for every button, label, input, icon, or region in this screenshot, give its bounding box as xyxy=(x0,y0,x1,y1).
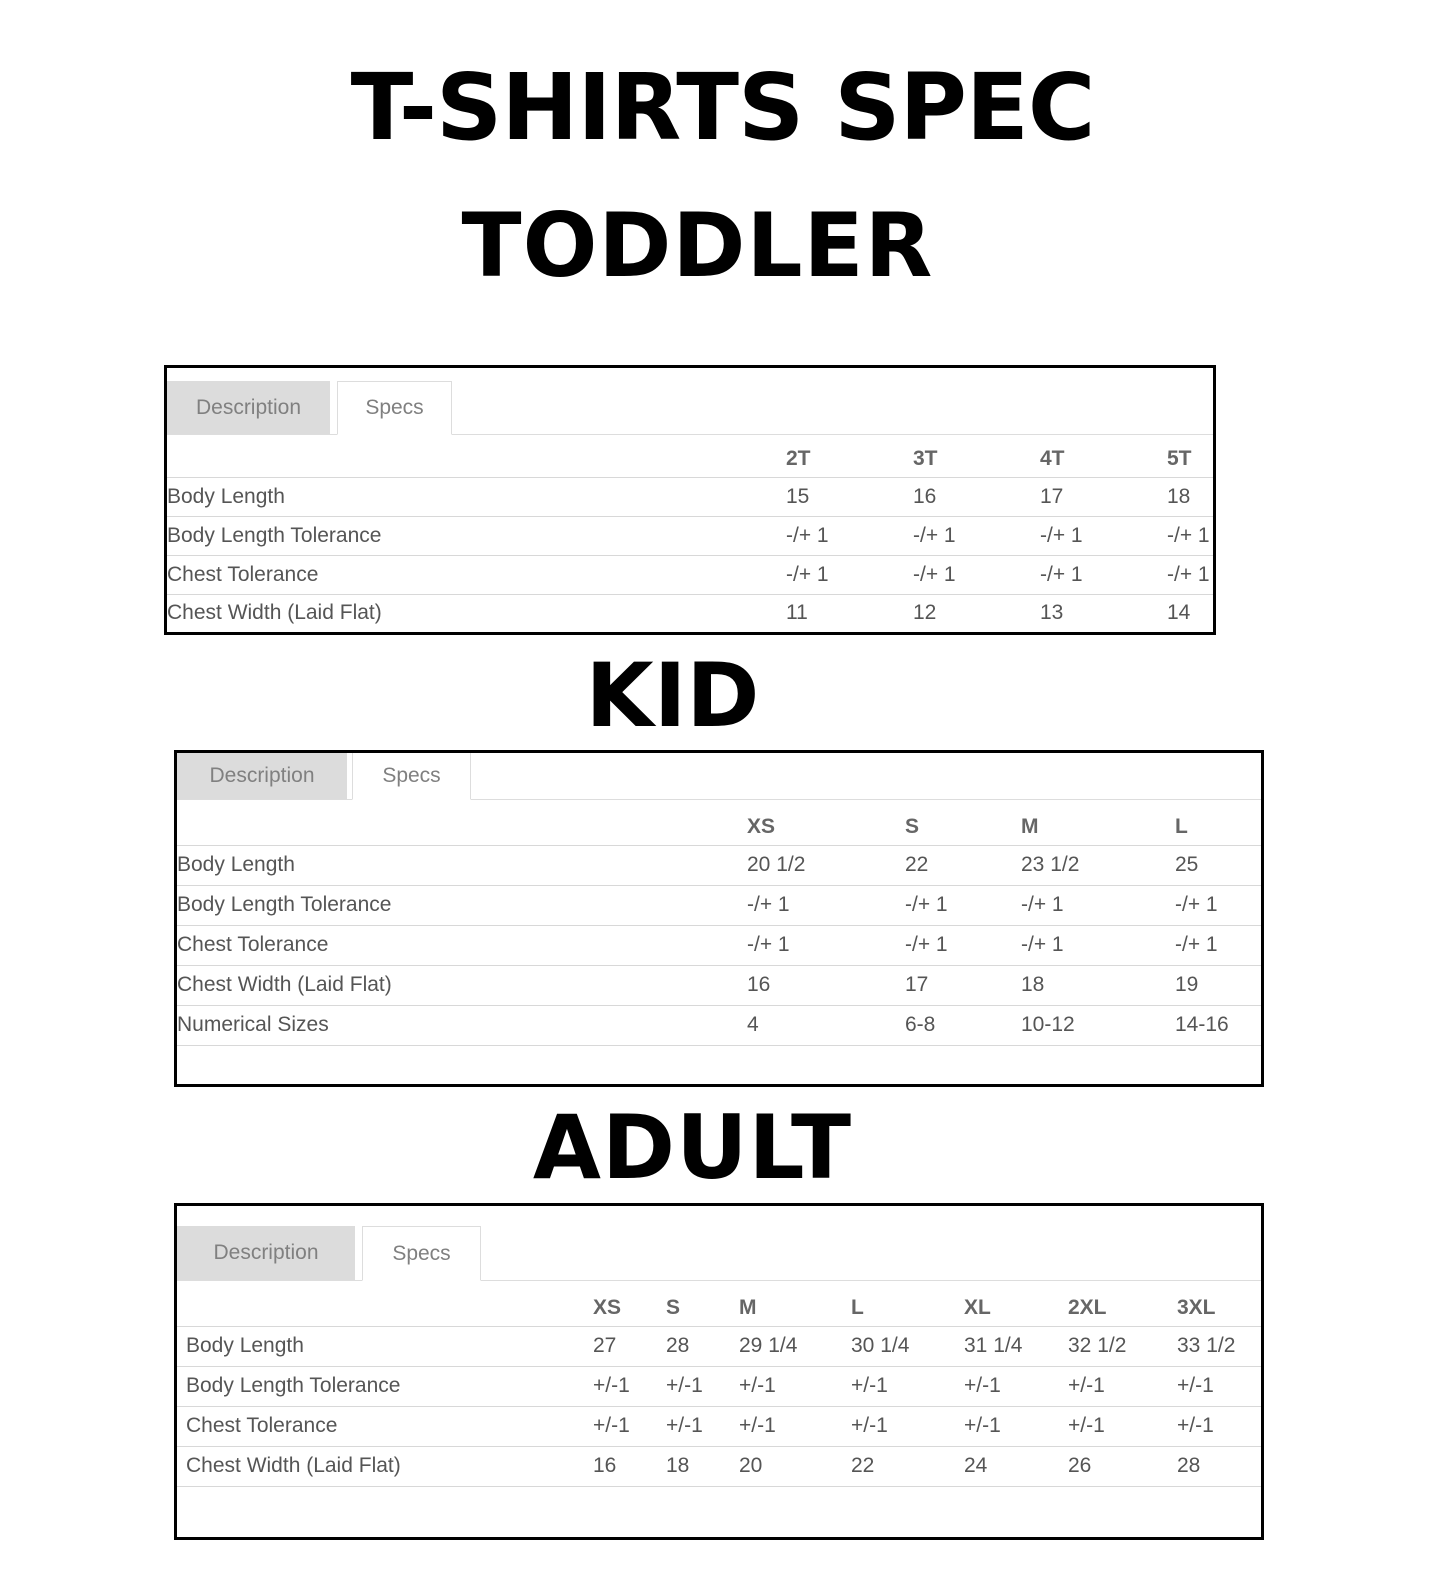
cell-value: +/-1 xyxy=(1177,1374,1214,1397)
cell-value: 25 xyxy=(1175,853,1199,876)
row-label: Chest Tolerance xyxy=(186,1414,338,1437)
cell-value: -/+ 1 xyxy=(1040,562,1083,586)
table-row xyxy=(177,1446,1261,1486)
cell-value: +/-1 xyxy=(1068,1374,1105,1397)
row-label: Chest Width (Laid Flat) xyxy=(186,1454,401,1477)
adult-heading: ADULT xyxy=(532,1096,853,1199)
label-header xyxy=(177,809,747,845)
tab-description[interactable]: Description xyxy=(177,1226,355,1280)
row-label: Chest Width (Laid Flat) xyxy=(177,973,392,996)
cell-value: 20 1/2 xyxy=(747,853,806,876)
cell-value: +/-1 xyxy=(1068,1414,1105,1437)
toddler-spec-table xyxy=(167,442,1213,632)
tab-bar xyxy=(167,368,1213,435)
adult-spec-panel xyxy=(174,1203,1264,1540)
cell-value: 16 xyxy=(593,1454,617,1477)
cell-value: 33 1/2 xyxy=(1177,1334,1236,1357)
cell-value: 10-12 xyxy=(1021,1013,1075,1036)
cell-value: 16 xyxy=(747,973,771,996)
kid-spec-table xyxy=(177,809,1261,1046)
size-header: XS xyxy=(593,1295,622,1319)
cell-value: 30 1/4 xyxy=(851,1334,910,1357)
table-row xyxy=(167,555,1213,594)
size-header: M xyxy=(739,1295,757,1319)
table-row xyxy=(167,477,1213,516)
size-header: M xyxy=(1021,814,1039,838)
cell-value: +/-1 xyxy=(666,1374,703,1397)
kid-heading: KID xyxy=(585,644,760,747)
cell-value: -/+ 1 xyxy=(1040,523,1083,547)
row-label: Body Length xyxy=(177,853,295,876)
row-label: Body Length Tolerance xyxy=(177,893,392,916)
header-row xyxy=(177,1290,1261,1326)
table-row xyxy=(177,1366,1261,1406)
cell-value: +/-1 xyxy=(593,1414,630,1437)
row-label: Numerical Sizes xyxy=(177,1013,329,1036)
cell-value: 29 1/4 xyxy=(739,1334,798,1357)
size-header: S xyxy=(905,814,920,838)
tab-description[interactable]: Description xyxy=(177,753,347,799)
cell-value: 18 xyxy=(666,1454,690,1477)
cell-value: +/-1 xyxy=(1177,1414,1214,1437)
row-label: Body Length Tolerance xyxy=(167,523,382,547)
cell-value: 31 1/4 xyxy=(964,1334,1023,1357)
cell-value: 16 xyxy=(913,484,937,508)
size-header: XS xyxy=(747,814,776,838)
size-header: L xyxy=(851,1295,864,1319)
cell-value: -/+ 1 xyxy=(1167,523,1210,547)
cell-value: +/-1 xyxy=(851,1374,888,1397)
row-label: Chest Width (Laid Flat) xyxy=(167,601,382,625)
cell-value: -/+ 1 xyxy=(747,893,790,916)
cell-value: 22 xyxy=(851,1454,875,1477)
cell-value: 4 xyxy=(747,1013,759,1036)
cell-value: +/-1 xyxy=(739,1374,776,1397)
cell-value: 28 xyxy=(666,1334,690,1357)
cell-value: 12 xyxy=(913,601,937,625)
header-row xyxy=(177,809,1261,845)
tab-bar xyxy=(177,753,1261,800)
table-row xyxy=(167,594,1213,632)
size-header: 5T xyxy=(1167,447,1192,471)
cell-value: 17 xyxy=(1040,484,1064,508)
label-header xyxy=(177,1290,593,1326)
size-header: 3XL xyxy=(1177,1295,1216,1319)
cell-value: 32 1/2 xyxy=(1068,1334,1127,1357)
cell-value: 24 xyxy=(964,1454,988,1477)
label-header xyxy=(167,442,786,477)
cell-value: 17 xyxy=(905,973,929,996)
adult-spec-table xyxy=(177,1290,1261,1487)
cell-value: 18 xyxy=(1021,973,1045,996)
cell-value: 27 xyxy=(593,1334,617,1357)
cell-value: +/-1 xyxy=(739,1414,776,1437)
cell-value: +/-1 xyxy=(851,1414,888,1437)
page-title: T-SHIRTS SPEC xyxy=(350,54,1095,161)
cell-value: +/-1 xyxy=(964,1374,1001,1397)
tab-specs[interactable]: Specs xyxy=(362,1226,481,1281)
table-row xyxy=(177,925,1261,965)
cell-value: -/+ 1 xyxy=(786,562,829,586)
table-row xyxy=(177,1406,1261,1446)
cell-value: 15 xyxy=(786,484,810,508)
tab-description[interactable]: Description xyxy=(167,381,330,434)
cell-value: -/+ 1 xyxy=(1021,893,1064,916)
size-header: L xyxy=(1175,814,1188,838)
table-row xyxy=(177,1326,1261,1366)
size-header: S xyxy=(666,1295,681,1319)
size-header: 2T xyxy=(786,447,811,471)
kid-spec-panel xyxy=(174,750,1264,1087)
cell-value: +/-1 xyxy=(964,1414,1001,1437)
cell-value: 18 xyxy=(1167,484,1191,508)
size-header: 3T xyxy=(913,447,938,471)
cell-value: 23 1/2 xyxy=(1021,853,1080,876)
header-row xyxy=(167,442,1213,477)
table-row xyxy=(177,965,1261,1005)
cell-value: 28 xyxy=(1177,1454,1201,1477)
cell-value: 11 xyxy=(786,601,808,625)
cell-value: 19 xyxy=(1175,973,1199,996)
size-header: 4T xyxy=(1040,447,1065,471)
cell-value: -/+ 1 xyxy=(1167,562,1210,586)
cell-value: 6-8 xyxy=(905,1013,936,1036)
cell-value: 14-16 xyxy=(1175,1013,1229,1036)
cell-value: -/+ 1 xyxy=(1175,933,1218,956)
row-label: Body Length xyxy=(186,1334,304,1357)
cell-value: -/+ 1 xyxy=(786,523,829,547)
table-row xyxy=(167,516,1213,555)
cell-value: -/+ 1 xyxy=(747,933,790,956)
row-label: Chest Tolerance xyxy=(167,562,319,586)
toddler-spec-panel xyxy=(164,365,1216,635)
cell-value: -/+ 1 xyxy=(913,523,956,547)
size-header: XL xyxy=(964,1295,991,1319)
cell-value: +/-1 xyxy=(666,1414,703,1437)
toddler-heading: TODDLER xyxy=(461,194,934,297)
tab-bar xyxy=(177,1206,1261,1281)
table-row xyxy=(177,885,1261,925)
table-row xyxy=(177,1005,1261,1045)
row-label: Body Length xyxy=(167,484,285,508)
cell-value: 22 xyxy=(905,853,929,876)
tab-specs[interactable]: Specs xyxy=(352,753,471,800)
cell-value: 26 xyxy=(1068,1454,1092,1477)
cell-value: -/+ 1 xyxy=(905,893,948,916)
cell-value: 20 xyxy=(739,1454,763,1477)
cell-value: -/+ 1 xyxy=(913,562,956,586)
row-label: Chest Tolerance xyxy=(177,933,329,956)
tab-specs[interactable]: Specs xyxy=(337,381,452,435)
row-label: Body Length Tolerance xyxy=(186,1374,401,1397)
table-row xyxy=(177,845,1261,885)
cell-value: -/+ 1 xyxy=(1021,933,1064,956)
cell-value: 14 xyxy=(1167,601,1191,625)
cell-value: 13 xyxy=(1040,601,1064,625)
size-header: 2XL xyxy=(1068,1295,1107,1319)
cell-value: -/+ 1 xyxy=(905,933,948,956)
cell-value: -/+ 1 xyxy=(1175,893,1218,916)
cell-value: +/-1 xyxy=(593,1374,630,1397)
